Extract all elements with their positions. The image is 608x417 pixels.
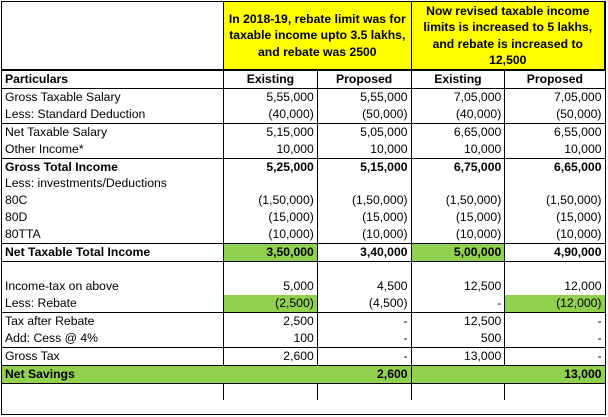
- cell: [505, 261, 605, 278]
- cell: (50,000): [505, 106, 605, 123]
- cell: 2,500: [224, 313, 318, 330]
- cell-highlight: 5,00,000: [411, 244, 505, 262]
- cell: 12,500: [411, 313, 505, 330]
- cell: (1,50,000): [224, 192, 318, 209]
- table-row: [2, 106, 605, 123]
- cell: 4,90,000: [505, 244, 605, 262]
- table-row: [2, 192, 605, 209]
- cell: 100: [224, 330, 318, 347]
- cell: 10,000: [224, 141, 318, 158]
- row-label: Tax after Rebate: [2, 313, 224, 330]
- cell: 5,25,000: [224, 158, 318, 175]
- cell: 7,05,000: [554, 89, 602, 104]
- cell: 5,15,000: [224, 123, 318, 140]
- cell: -: [317, 347, 411, 365]
- cell: [224, 383, 318, 400]
- cell: -: [505, 330, 605, 347]
- row-label: Gross Tax: [2, 347, 224, 365]
- table-row: [2, 158, 605, 175]
- cell: 6,65,000: [554, 159, 602, 174]
- cell: 500: [411, 330, 505, 347]
- table-row-rebate: [2, 295, 605, 312]
- cell: -: [505, 347, 605, 365]
- cell: (10,000): [224, 226, 318, 243]
- row-label: Net Taxable Total Income: [2, 244, 224, 262]
- cell: 2,600: [224, 347, 318, 365]
- note-right: Now revised taxable income limits is increased to 5 lakhs, and rebate is increased to 12,500: [411, 2, 604, 70]
- cell: [505, 175, 605, 192]
- note-row: [2, 2, 605, 70]
- cell-highlight: [411, 365, 505, 383]
- table-row: [2, 383, 605, 400]
- cell: (4,500): [317, 295, 411, 312]
- cell: -: [317, 313, 411, 330]
- cell: 7,05,000: [411, 88, 505, 105]
- cell: 5,55,000: [224, 88, 318, 105]
- cell: (40,000): [411, 106, 505, 123]
- row-label: Add: Cess @ 4%: [2, 330, 224, 347]
- cell: [411, 383, 505, 400]
- row-label: Less: Rebate: [2, 295, 224, 312]
- row-label: Other Income*: [2, 141, 224, 158]
- cell: 3,40,000: [317, 244, 411, 262]
- cell: [317, 175, 411, 192]
- cell: -: [597, 314, 602, 329]
- cell-highlight: [224, 365, 318, 383]
- cell: 4,500: [317, 278, 411, 295]
- table-row: [2, 347, 605, 365]
- row-label: 80C: [2, 192, 224, 209]
- cell: (15,000): [317, 209, 411, 226]
- note-left: In 2018-19, rebate limit was for taxable income upto 3.5 lakhs, and rebate was 2500: [224, 2, 411, 70]
- header-row: [2, 70, 605, 88]
- table-row: [2, 313, 605, 330]
- tax-comparison-sheet: [1, 1, 606, 415]
- cell: 5,05,000: [317, 123, 411, 140]
- cell: 10,000: [411, 141, 505, 158]
- cell: (10,000): [411, 226, 505, 243]
- header-existing-2: Existing: [411, 70, 505, 88]
- cell: (40,000): [224, 106, 318, 123]
- row-label: [2, 261, 224, 278]
- cell: 6,55,000: [554, 124, 602, 139]
- table-row: [2, 88, 605, 105]
- cell-highlight: 3,50,000: [224, 244, 318, 262]
- row-label: 80D: [2, 209, 224, 226]
- table-row: [2, 123, 605, 140]
- cell: (10,000): [317, 226, 411, 243]
- row-label: Less: Standard Deduction: [2, 106, 224, 123]
- cell: [224, 261, 318, 278]
- cell: (10,000): [505, 226, 605, 243]
- cell: [317, 383, 411, 400]
- header-proposed-2: Proposed: [505, 70, 605, 88]
- table-row: [2, 175, 605, 192]
- row-label: Income-tax on above: [2, 278, 224, 295]
- cell-highlight: (12,000): [505, 295, 605, 312]
- empty-corner: [2, 2, 224, 70]
- header-existing-1: Existing: [224, 70, 318, 88]
- cell: (1,50,000): [545, 193, 602, 208]
- cell: [411, 261, 505, 278]
- cell: 5,000: [224, 278, 318, 295]
- table-row: [2, 141, 605, 158]
- cell: 10,000: [317, 141, 411, 158]
- cell: 13,000: [411, 347, 505, 365]
- cell: 5,55,000: [317, 88, 411, 105]
- row-label: Net Savings: [2, 365, 224, 383]
- cell: (15,000): [411, 209, 505, 226]
- cell: 6,75,000: [411, 158, 505, 175]
- table-row: [2, 330, 605, 347]
- table-row: [2, 261, 605, 278]
- cell: 12,000: [564, 279, 602, 294]
- table-row: [2, 226, 605, 243]
- cell: (50,000): [317, 106, 411, 123]
- table-row-net-taxable: [2, 244, 605, 262]
- cell: [317, 261, 411, 278]
- cell: (1,50,000): [411, 192, 505, 209]
- cell: (1,50,000): [317, 192, 411, 209]
- cell: -: [411, 295, 505, 312]
- cell-highlight: 13,000: [505, 365, 605, 383]
- header-proposed-1: Proposed: [317, 70, 411, 88]
- row-label: [2, 383, 224, 400]
- cell: [505, 383, 605, 400]
- cell-highlight: 2,600: [317, 365, 411, 383]
- cell: 10,000: [505, 141, 605, 158]
- cell: [224, 175, 318, 192]
- row-label: Less: investments/Deductions: [2, 175, 224, 192]
- cell-highlight: (2,500): [224, 295, 318, 312]
- table-row: [2, 278, 605, 295]
- table-row-net-savings: [2, 365, 605, 383]
- row-label: Gross Total Income: [2, 158, 224, 175]
- cell: -: [317, 330, 411, 347]
- row-label: Net Taxable Salary: [2, 123, 224, 140]
- cell: 6,65,000: [411, 123, 505, 140]
- cell: 5,15,000: [317, 158, 411, 175]
- row-label: Gross Taxable Salary: [2, 88, 224, 105]
- header-particulars: Particulars: [2, 70, 224, 88]
- tax-table: [2, 2, 605, 400]
- cell: (15,000): [556, 210, 602, 225]
- cell: (15,000): [224, 209, 318, 226]
- cell: 12,500: [411, 278, 505, 295]
- cell: [411, 175, 505, 192]
- row-label: 80TTA: [2, 226, 224, 243]
- table-row: [2, 209, 605, 226]
